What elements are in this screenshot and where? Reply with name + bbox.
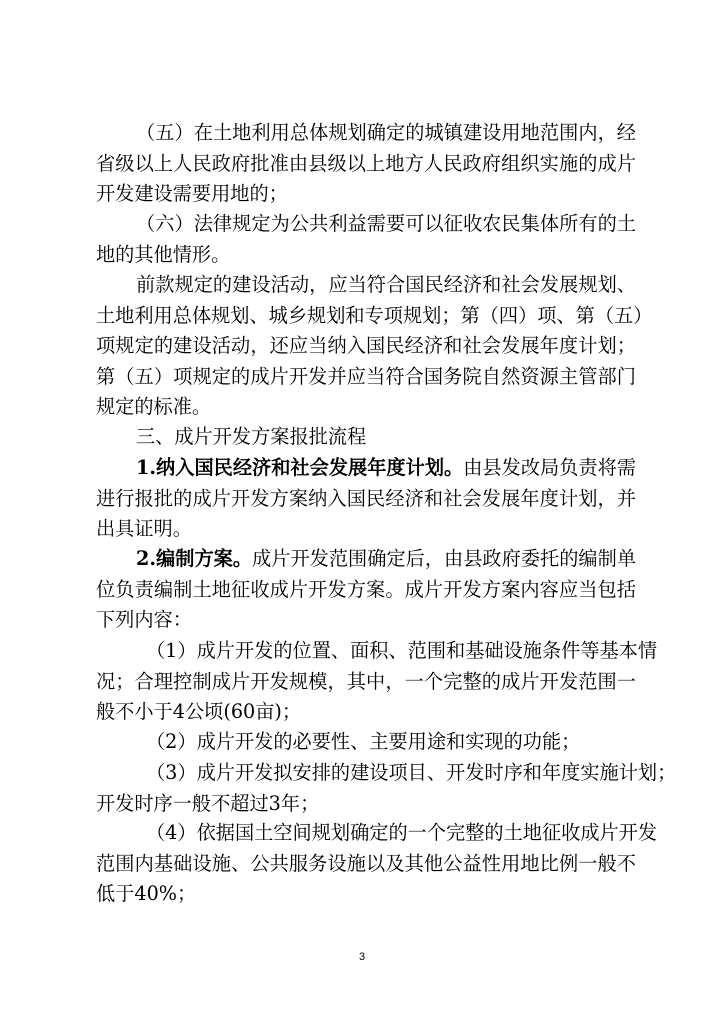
text-line: （3）成片开发拟安排的建设项目、开发时序和年度实施计划； bbox=[146, 761, 677, 784]
text-line: 地的其他情形。 bbox=[96, 242, 231, 266]
list-item-4 bbox=[96, 818, 658, 910]
step-1-paragraph bbox=[96, 453, 636, 545]
text-segment: 由县发改局负责将需 bbox=[463, 456, 637, 479]
text-line: 低于40%； bbox=[96, 882, 197, 905]
text-line bbox=[96, 544, 636, 575]
text-line: 省级以上人民政府批准由县级以上地方人民政府组织实施的成片 bbox=[96, 151, 636, 175]
text-line: 土地利用总体规划、城乡规划和专项规划；第（四）项、第（五） bbox=[96, 303, 653, 327]
list-item-2 bbox=[96, 727, 636, 758]
text-segment: 成片开发范围确定后，由县政府委托的编制单 bbox=[252, 547, 637, 570]
text-line: 范围内基础设施、公共服务设施以及其他公益性用地比例一般不 bbox=[96, 851, 636, 875]
text-line: （1）成片开发的位置、面积、范围和基础设施条件等基本情 bbox=[146, 639, 658, 662]
text-line: 况；合理控制成片开发规模，其中，一个完整的成片开发范围一 bbox=[96, 669, 636, 693]
step-2-title: 2.编制方案。 bbox=[136, 547, 253, 570]
step-1-title: 1.纳入国民经济和社会发展年度计划。 bbox=[136, 456, 464, 479]
paragraph-preceding-clause bbox=[96, 270, 653, 423]
step-2-paragraph bbox=[96, 544, 636, 636]
text-line: （六）法律规定为公共利益需要可以征收农民集体所有的土 bbox=[136, 212, 636, 235]
text-line: 开发时序一般不超过3年； bbox=[96, 791, 320, 815]
text-line: （五）在土地利用总体规划确定的城镇建设用地范围内，经 bbox=[136, 121, 636, 144]
text-line: 开发建设需要用地的； bbox=[96, 182, 288, 205]
list-item-3 bbox=[96, 758, 677, 819]
text-line: 进行报批的成片开发方案纳入国民经济和社会发展年度计划，并 bbox=[96, 486, 636, 510]
text-line: （2）成片开发的必要性、主要用途和实现的功能； bbox=[146, 730, 581, 753]
section-heading: 三、成片开发方案报批流程 bbox=[136, 425, 367, 448]
text-line: 出具证明。 bbox=[96, 517, 192, 540]
paragraph-6 bbox=[96, 209, 636, 270]
text-line: （4）依据国土空间规划确定的一个完整的土地征收成片开发 bbox=[146, 821, 658, 844]
text-line: 位负责编制土地征收成片开发方案。成片开发方案内容应当包括 bbox=[96, 577, 636, 601]
text-line: 规定的标准。 bbox=[96, 395, 212, 418]
list-item-1 bbox=[96, 636, 658, 728]
text-line: 第（五）项规定的成片开发并应当符合国务院自然资源主管部门 bbox=[96, 364, 636, 388]
paragraph-5 bbox=[96, 118, 636, 210]
page-number: 3 bbox=[358, 951, 366, 963]
text-line: 前款规定的建设活动，应当符合国民经济和社会发展规划、 bbox=[136, 273, 636, 296]
text-line bbox=[96, 453, 636, 484]
text-line: 下列内容： bbox=[96, 608, 192, 631]
text-line: 般不小于4公顷(60亩)； bbox=[96, 700, 302, 723]
text-line: 项规定的建设活动，还应当纳入国民经济和社会发展年度计划； bbox=[96, 334, 636, 357]
